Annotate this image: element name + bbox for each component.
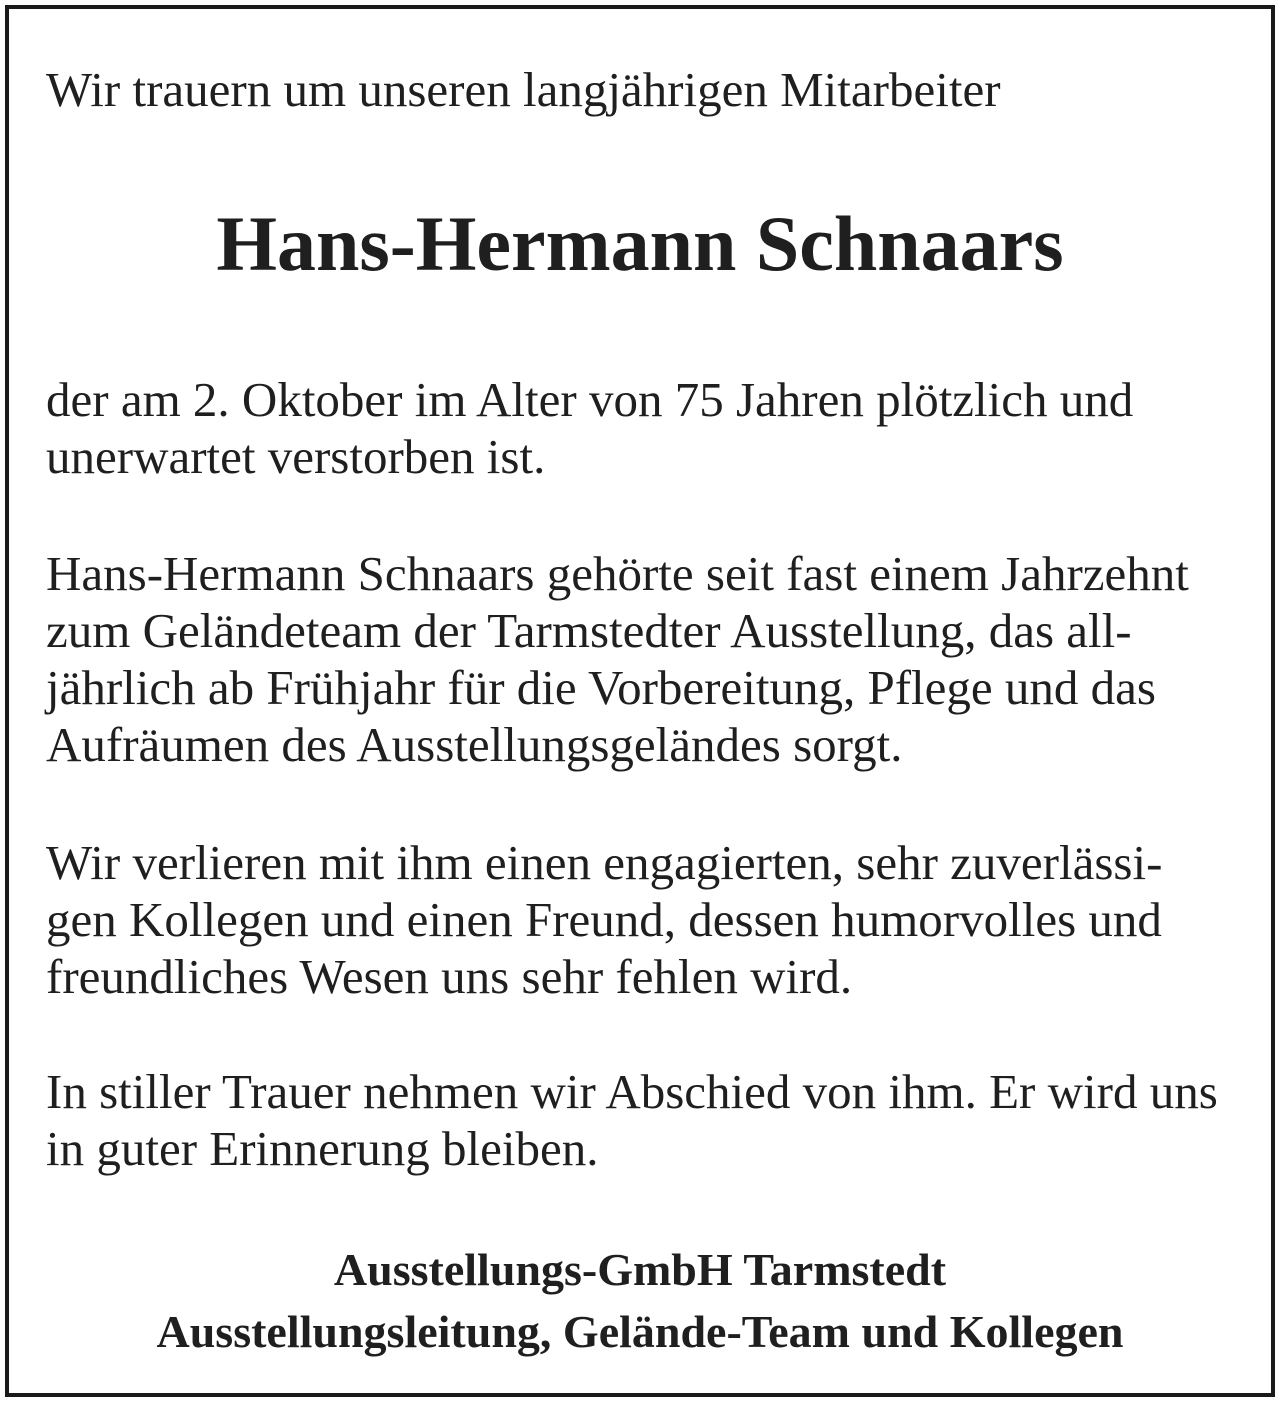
paragraph-biography bbox=[46, 545, 1246, 773]
text-line: der am 2. Oktober im Alter von 75 Jahren plötzlich und bbox=[46, 372, 1134, 427]
text-line: unerwartet verstorben ist. bbox=[46, 429, 546, 484]
signature-block bbox=[9, 1239, 1271, 1363]
text-line: zum Geländeteam der Tarmstedter Ausstellung, das all- bbox=[46, 603, 1132, 658]
signature-team: Ausstellungsleitung, Gelände-Team und Kollegen bbox=[156, 1306, 1124, 1357]
text-line: Aufräumen des Ausstellungsgeländes sorgt. bbox=[46, 717, 903, 772]
text-line: jährlich ab Frühjahr für die Vorbereitung, Pflege und das bbox=[46, 660, 1156, 715]
paragraph-tribute bbox=[46, 834, 1246, 1005]
intro-text: Wir trauern um unseren langjährigen Mitarbeiter bbox=[46, 62, 1001, 117]
text-line: in guter Erinnerung bleiben. bbox=[46, 1121, 599, 1176]
paragraph-death-notice bbox=[46, 371, 1246, 485]
text-line: freundliches Wesen uns sehr fehlen wird. bbox=[46, 949, 853, 1004]
paragraph-farewell bbox=[46, 1063, 1246, 1177]
obituary-notice bbox=[5, 5, 1275, 1397]
text-line: Wir verlieren mit ihm einen engagierten, sehr zuverlässi- bbox=[46, 835, 1163, 890]
deceased-name: Hans-Hermann Schnaars bbox=[216, 200, 1064, 287]
text-line: Hans-Hermann Schnaars gehörte seit fast einem Jahrzehnt bbox=[46, 546, 1189, 601]
signature-company: Ausstellungs-GmbH Tarmstedt bbox=[333, 1244, 947, 1295]
text-line: gen Kollegen und einen Freund, dessen humorvolles und bbox=[46, 892, 1162, 947]
text-line: In stiller Trauer nehmen wir Abschied von ihm. Er wird uns bbox=[46, 1064, 1218, 1119]
